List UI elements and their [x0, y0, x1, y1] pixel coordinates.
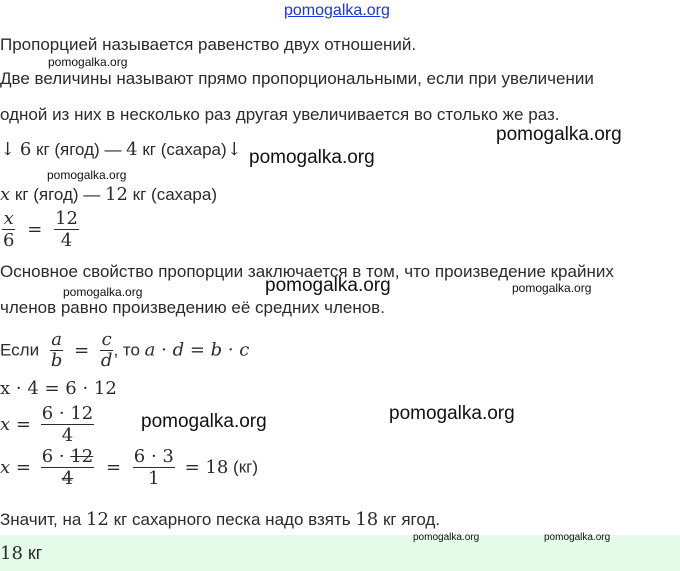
watermark-label: pomogalka.org [63, 285, 143, 299]
watermark-label: pomogalka.org [249, 147, 375, 168]
down-arrow-icon: ↓ [226, 139, 242, 160]
numerator: c [101, 329, 112, 350]
watermark-label: pomogalka.org [48, 55, 128, 69]
watermark-label: pomogalka.org [496, 124, 622, 145]
numerator-part: 6 · [41, 446, 71, 467]
watermark-label: pomogalka.org [413, 532, 480, 543]
text: кг ягод. [378, 510, 441, 529]
denominator: 4 [41, 424, 95, 446]
text-sugar: кг (сахара) [137, 140, 227, 159]
numerator: 12 [55, 208, 78, 229]
answer-unit: кг [22, 543, 43, 563]
watermark-label: pomogalka.org [512, 281, 592, 295]
answer-value: 18 [0, 543, 23, 564]
equation-step-1: x · 4 = 6 · 12 [0, 378, 117, 399]
equation-step-3 [0, 446, 258, 489]
numerator [41, 446, 95, 467]
denominator: 6 [3, 230, 15, 251]
row-berries-sugar-2 [0, 185, 217, 205]
watermark-label: pomogalka.org [544, 532, 611, 543]
equals-sign: = [27, 219, 43, 240]
cancelled-12: 12 [70, 446, 94, 467]
equals-sign: = [74, 339, 90, 361]
value-12: 12 [105, 184, 128, 205]
lhs: x = [0, 414, 31, 435]
text-berries: кг (ягод) — [31, 140, 127, 159]
value-6: 6 [19, 139, 32, 160]
fraction-simplified [133, 446, 175, 489]
numerator: 6 · 3 [133, 446, 174, 467]
watermark-label: pomogalka.org [389, 403, 515, 424]
denominator: b [50, 350, 63, 371]
conclusion [0, 510, 440, 530]
text: кг сахарного песка надо взять [108, 510, 356, 529]
numerator: 6 · 12 [41, 403, 94, 424]
denominator: 4 [54, 229, 79, 251]
equals-sign: = [105, 457, 122, 478]
unit-kg: (кг) [228, 457, 259, 477]
variable-x: x [0, 184, 11, 205]
result-value: = 18 [184, 457, 229, 478]
rule-expression: a · d = b · c [144, 339, 250, 361]
numerator: a [51, 329, 62, 350]
text-sugar: кг (сахара) [127, 185, 217, 204]
denominator: 1 [133, 467, 175, 489]
row-berries-sugar-1 [0, 140, 242, 160]
down-arrow-icon: ↓ [0, 139, 16, 160]
proportion-rule [0, 330, 249, 371]
watermark-label: pomogalka.org [47, 168, 127, 182]
watermark-top-link[interactable]: pomogalka.org [284, 2, 390, 19]
definition-proportion: Пропорцией называется равенство двух отношений. [0, 35, 417, 54]
definition-direct-proportion-line1: Две величины называют прямо пропорциональными, если при увеличении [0, 69, 594, 88]
answer [0, 543, 42, 564]
main-property-line1: Основное свойство пропорции заключается в том, что произведение крайних [0, 262, 614, 281]
fraction-right [54, 208, 79, 251]
text-berries: кг (ягод) — [10, 185, 106, 204]
proportion-equation [2, 208, 79, 251]
main-property-line2: членов равно произведению её средних членов. [0, 298, 385, 317]
fraction-cancelled [41, 446, 95, 489]
lhs: x = [0, 457, 31, 478]
text-then: , то [113, 340, 145, 360]
value-4: 4 [126, 139, 138, 160]
definition-direct-proportion-line2: одной из них в несколько раз другая увеличивается во столько же раз. [0, 105, 560, 124]
value-12: 12 [86, 509, 109, 530]
denominator: d [100, 350, 113, 371]
watermark-label: pomogalka.org [265, 275, 391, 296]
fraction-a-b [50, 330, 64, 371]
text-if: Если [0, 340, 40, 360]
fraction [41, 403, 95, 446]
watermark-label: pomogalka.org [141, 411, 267, 432]
text: Значит, на [0, 510, 87, 529]
equation-step-2 [0, 403, 94, 446]
numerator: x [3, 208, 14, 229]
value-18: 18 [355, 509, 379, 530]
cancelled-4: 4 [41, 467, 95, 489]
fraction-c-d [100, 330, 114, 371]
fraction-left [2, 208, 15, 251]
